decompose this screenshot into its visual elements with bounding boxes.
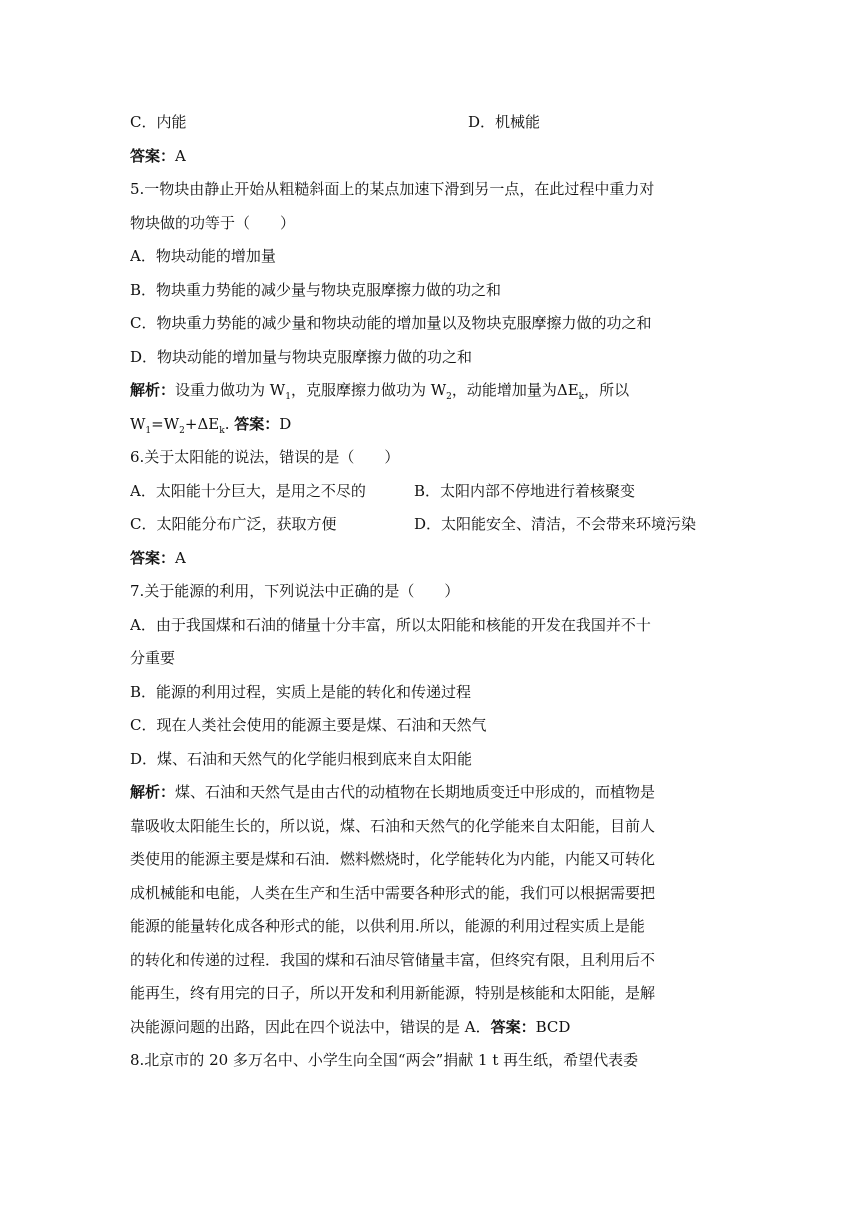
answer-label: 答案： [234,414,280,433]
q6-option-d: D．太阳能安全、清洁，不会带来环境污染 [414,515,697,533]
subscript: 2 [446,392,452,402]
q4-options-cd [130,106,730,140]
q6-option-a: A．太阳能十分巨大，是用之不尽的 [130,481,366,500]
analysis-text: ，动能增加量为ΔE [451,381,579,399]
q6-option-c: C．太阳能分布广泛，获取方便 [130,515,337,533]
q6-option-b: B．太阳内部不停地进行着核聚变 [414,481,636,500]
document-page [130,106,730,1078]
analysis-label: 解析： [130,783,176,801]
q4-option-c: C．内能 [130,113,187,131]
subscript: 1 [285,392,291,402]
q4-option-d: D．机械能 [468,113,541,131]
analysis-text: 煤、石油和天然气是由古代的动植物在长期地质变迁中形成的，而植物是 [175,783,656,801]
q7-option-d: D．煤、石油和天然气的化学能归根到底来自太阳能 [130,749,473,768]
formula-text: . [224,414,230,433]
q7-stem: 7.关于能源的利用，下列说法中正确的是（ ） [130,582,460,600]
q6-options-ab [130,475,730,509]
subscript: k [219,425,225,436]
answer-value: BCD [535,1017,571,1036]
analysis-text: 设重力做功为 W [175,381,286,399]
q7-option-a-line2: 分重要 [130,649,176,667]
subscript: k [578,392,585,402]
q5-analysis-line2 [130,408,730,442]
q5-option-c: C．物块重力势能的减少量和物块动能的增加量以及物块克服摩擦力做的功之和 [130,314,652,332]
subscript: 1 [145,425,152,436]
q7-option-c: C．现在人类社会使用的能源主要是煤、石油和天然气 [130,716,487,734]
q7-option-b: B．能源的利用过程，实质上是能的转化和传递过程 [130,682,472,701]
q7-option-a-line1: A．由于我国煤和石油的储量十分丰富，所以太阳能和核能的开发在我国并不十 [130,615,651,634]
formula-text: =W [151,414,180,433]
answer-label: 答案： [490,1017,536,1036]
q7-analysis-line4: 成机械能和电能，人类在生产和生活中需要各种形式的能，我们可以根据需要把 [130,883,656,902]
q7-analysis-line5: 能源的能量转化成各种形式的能，以供利用.所以，能源的利用过程实质上是能 [130,917,645,935]
q6-options-cd [130,508,730,542]
analysis-label: 解析： [130,381,176,399]
q7-analysis-line2: 靠吸收太阳能生长的，所以说，煤、石油和天然气的化学能来自太阳能，目前人 [130,816,656,835]
answer-value: D [279,414,292,433]
answer-value: A [175,146,186,165]
subscript: 2 [179,425,185,436]
answer-value: A [175,548,186,567]
q5-option-b: B．物块重力势能的减少量与物块克服摩擦力做的功之和 [130,280,502,299]
q4-answer [130,140,730,174]
answer-label: 答案： [130,146,176,165]
q7-analysis-line3: 类使用的能源主要是煤和石油．燃料燃烧时，化学能转化为内能，内能又可转化 [130,850,656,868]
q6-stem: 6.关于太阳能的说法，错误的是（ ） [130,448,400,466]
analysis-text: 决能源问题的出路，因此在四个说法中，错误的是 A． [130,1017,491,1036]
answer-label: 答案： [130,548,176,567]
q5-option-d: D．物块动能的增加量与物块克服摩擦力做的功之和 [130,347,473,366]
q5-stem-line1: 5.一物块由静止开始从粗糙斜面上的某点加速下滑到另一点，在此过程中重力对 [130,180,655,198]
q7-analysis-line8 [130,1011,730,1045]
q7-analysis-line1 [130,776,730,810]
analysis-text: ，克服摩擦力做功为 W [290,381,447,399]
q7-analysis-line7: 能再生，终有用完的日子，所以开发和利用新能源，特别是核能和太阳能，是解 [130,984,656,1002]
formula-text: +ΔE [184,414,220,433]
q5-analysis-line1 [130,374,730,408]
analysis-text: ，所以 [584,381,630,399]
q5-stem-line2: 物块做的功等于（ ） [130,213,296,232]
q7-analysis-line6: 的转化和传递的过程．我国的煤和石油尽管储量丰富，但终究有限，且利用后不 [130,950,656,969]
formula-text: W [130,414,146,433]
q8-stem-line1: 8.北京市的 20 多万名中、小学生向全国“两会”捐献 1 t 再生纸，希望代表委 [130,1051,639,1069]
q5-option-a: A．物块动能的增加量 [130,247,276,265]
q6-answer [130,542,730,576]
